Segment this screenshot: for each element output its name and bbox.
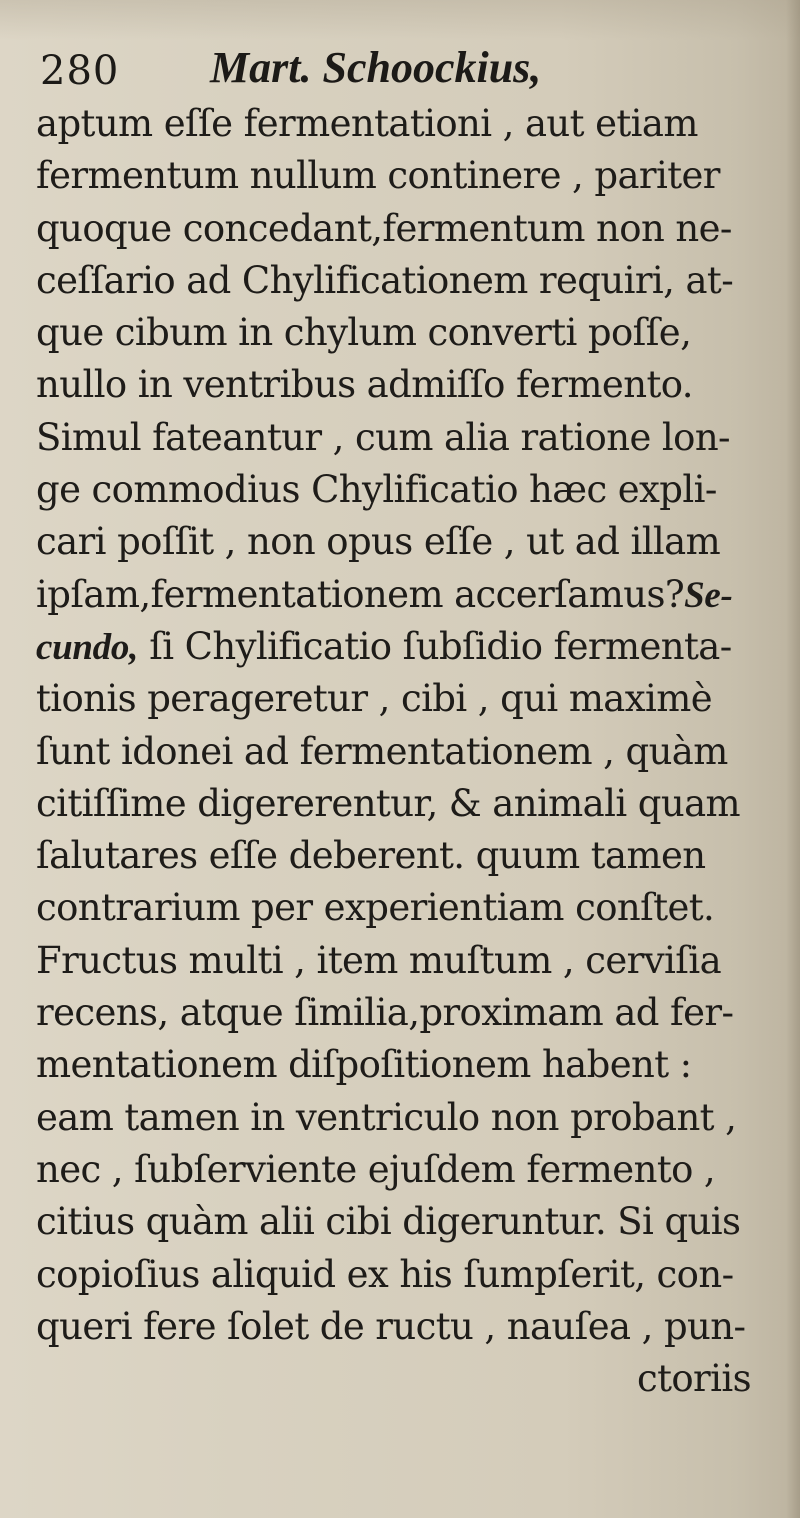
text-line: copioſius aliquid ex his ſumpſerit, con-	[36, 1252, 734, 1296]
text-line: queri fere ſolet de ructu , nauſea , pun-	[36, 1304, 746, 1348]
page-edge	[786, 0, 800, 1518]
text-line: aptum eſſe fermentationi , aut etiam	[36, 102, 698, 145]
running-title: Mart. Schoockius,	[210, 43, 542, 92]
italic-word: Se-	[684, 574, 733, 616]
text-line: Fructus multi , item muſtum , cerviſia	[36, 938, 722, 982]
text-line: ſunt idonei ad fermentationem , quàm	[36, 729, 728, 773]
text-line: fermentum nullum continere , pariter	[36, 154, 720, 198]
text-line: mentationem diſpoſitionem habent :	[36, 1043, 692, 1087]
text-line: Simul fateantur , cum alia ratione lon-	[36, 415, 730, 459]
running-head	[40, 42, 760, 102]
text-line: citius quàm alii cibi digeruntur. Si quis	[36, 1200, 741, 1244]
page-shadow	[0, 0, 800, 40]
text-line: tionis perageretur , cibi , qui maximè	[36, 677, 713, 721]
text-line: recens, atque ſimilia,proximam ad fer-	[36, 991, 734, 1035]
text-line: citiſſime digererentur, & animali quam	[36, 781, 741, 825]
text-line: nullo in ventribus admiſſo fermento.	[36, 363, 693, 407]
text-line: que cibum in chylum converti poſſe,	[36, 311, 692, 355]
text-line	[36, 621, 781, 673]
text-line: eam tamen in ventriculo non probant ,	[36, 1095, 737, 1139]
body-text	[36, 98, 781, 1405]
text-line: nec , ſubſerviente ejuſdem fermento ,	[36, 1147, 716, 1191]
text-segment: ipſam,fermentationem accerſamus?	[36, 572, 685, 616]
text-line: quoque concedant,fermentum non ne-	[36, 206, 732, 250]
text-line: ge commodius Chylificatio hæc expli-	[36, 468, 717, 512]
text-segment: ſi Chylificatio ſubſidio fermenta-	[138, 624, 732, 668]
text-line: ſalutares eſſe deberent. quum tamen	[36, 834, 706, 878]
text-line	[36, 569, 781, 621]
page-number: 280	[40, 48, 120, 94]
text-line: ceſſario ad Chylificationem requiri, at-	[36, 258, 734, 302]
text-line: cari poſſit , non opus eſſe , ut ad illam	[36, 520, 721, 564]
catchword: ctoriis	[636, 1357, 751, 1401]
italic-word: cundo,	[36, 626, 139, 668]
text-line: contrarium per experientiam conſtet.	[36, 886, 715, 930]
